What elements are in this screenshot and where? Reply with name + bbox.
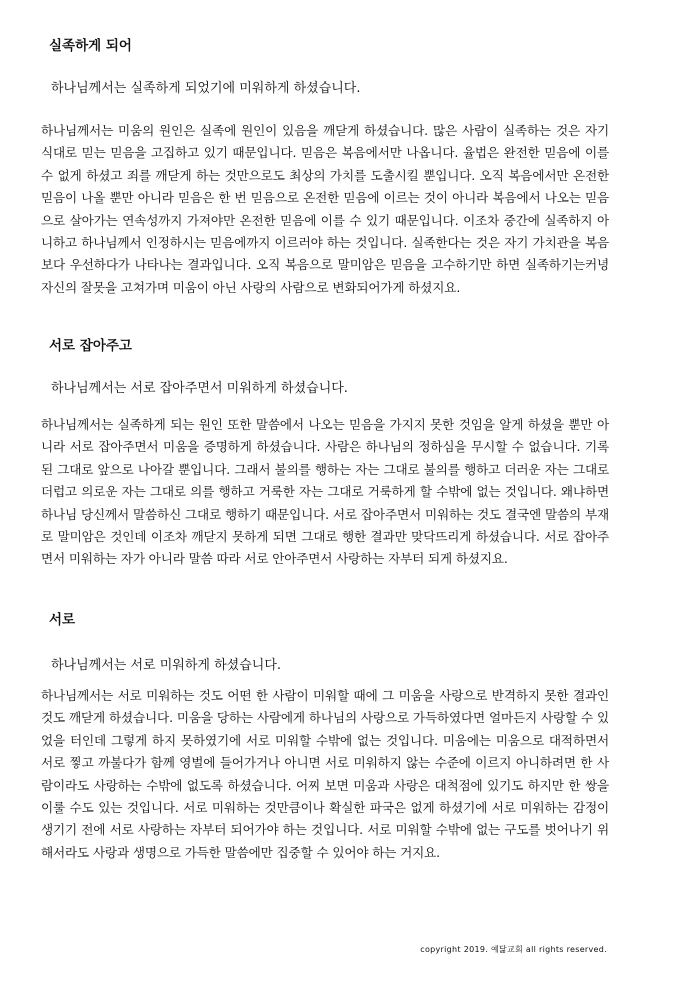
copyright-notice: copyright 2019. 예닮교회 all rights reserved. [420,945,607,954]
section-summary: 하나님께서는 서로 미워하게 하셨습니다. [51,658,282,673]
section-heading: 실족하게 되어 [49,38,132,54]
section-body: 하나님께서는 서로 미워하는 것도 어떤 한 사람이 미워할 때에 그 미움을 사랑으로 반격하지 못한 결과인 것도 깨닫게 하셨습니다. 미움을 당하는 사람에게 하나님의 사랑으로 가득하였다면 얼마든지 사랑할 수 있었을 터인데 그렇게 하지 못하였기에 서로 미워할 수밖에 없는 것입니다. 미움에는 미움으로 대적하면서 서로 찧고 까불다가 함께 영벌에 들어가거나 아니면 서로 미워하지 않는 수준에 이르지 아니하려면 한 사람이라도 사랑하는 수밖에 없도록 하셨습니다. 어찌 보면 미움과 사랑은 대척점에 있기도 하지만 한 쌍을 이룰 수도 있는 것입니다. 서로 미워하는 것만큼이나 확실한 파국은 없게 하셨기에 서로 미워하는 감정이 생기기 전에 서로 사랑하는 자부터 되어가야 하는 것입니다. 서로 미워할 수밖에 없는 구도를 벗어나기 위해서라도 사랑과 생명으로 가득한 말씀에만 집중할 수 있어야 하는 거지요. [41,688,609,860]
section-body: 하나님께서는 실족하게 되는 원인 또한 말씀에서 나오는 믿음을 가지지 못한 것임을 알게 하셨을 뿐만 아니라 서로 잡아주면서 미움을 증명하게 하셨습니다. 사람은 하나님의 정하심을 무시할 수 없습니다. 기록된 그대로 앞으로 나아갈 뿐입니다. 그래서 불의를 행하는 자는 그대로 불의를 행하고 더러운 자는 그대로 더럽고 의로운 자는 그대로 의를 행하고 거룩한 자는 그대로 거룩하게 할 수밖에 없는 것입니다. 왜냐하면 하나님 당신께서 말씀하신 그대로 행하기 때문입니다. 서로 잡아주면서 미워하는 것도 결국엔 말씀의 부재로 말미암은 것인데 이조차 깨닫지 못하게 되면 그대로 행한 결과만 맞닥뜨리게 하셨습니다. 서로 잡아주면서 미워하는 자가 아니라 말씀 따라 서로 안아주면서 사랑하는 자부터 되게 하셨지요. [41,417,609,567]
section-heading: 서로 [49,612,76,628]
section-summary: 하나님께서는 실족하게 되었기에 미워하게 하셨습니다. [51,81,361,96]
section-body: 하나님께서는 미움의 원인은 실족에 원인이 있음을 깨닫게 하셨습니다. 많은 사람이 실족하는 것은 자기 식대로 믿는 믿음을 고집하고 있기 때문입니다. 믿음은 복음에서만 나옵니다. 율법은 완전한 믿음에 이를 수 없게 하셨고 죄를 깨닫게 하는 것만으로도 최상의 가치를 도출시킬 뿐입니다. 오직 복음에서만 온전한 믿음이 나올 뿐만 아니라 믿음은 한 번 믿음으로 온전한 믿음에 이르는 것이 아니라 복음에서 나오는 믿음으로 살아가는 연속성까지 가져야만 온전한 믿음에 이를 수 있기 때문입니다. 이조차 중간에 실족하지 아니하고 하나님께서 인정하시는 믿음에까지 이르러야 하는 것입니다. 실족한다는 것은 자기 가치관을 복음보다 우선하다가 나타나는 결과입니다. 오직 복음으로 말미암은 믿음을 고수하기만 하면 실족하기는커녕 자신의 잘못을 고쳐가며 미움이 아닌 사랑의 사람으로 변화되어가게 하셨지요. [41,123,609,295]
section-heading: 서로 잡아주고 [49,338,132,354]
section-summary: 하나님께서는 서로 잡아주면서 미워하게 하셨습니다. [51,381,348,396]
